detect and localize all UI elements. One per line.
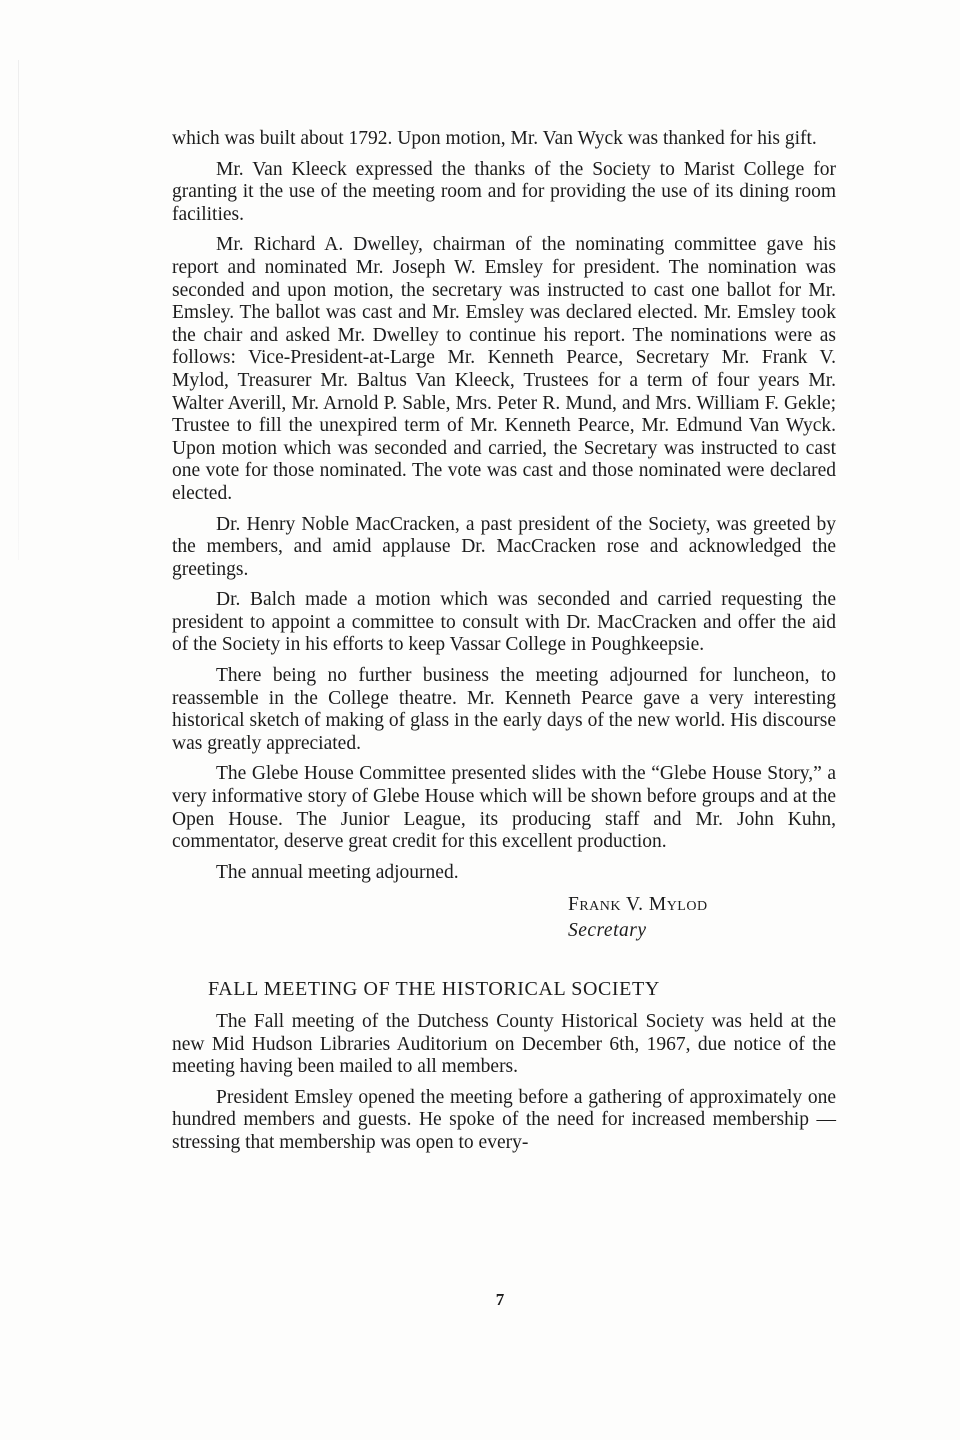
paragraph-president-opening: President Emsley opened the meeting before a gathering of approximately one hundred members and guests. He spoke of the need for increased membership — stressing that membership was open to every- (172, 1086, 836, 1153)
paragraph-glebe-house: The Glebe House Committee presented slides with the “Glebe House Story,” a very informative story of Glebe House which will be shown before groups and at the Open House. The Junior League, its producing staff and Mr. John Kuhn, commentator, deserve great credit for this excellent production. (172, 763, 836, 853)
signature-name: Frank V. Mylod (568, 894, 708, 916)
signature-title: Secretary (568, 920, 647, 942)
signature-block (568, 892, 836, 944)
paragraph-adjourned: The annual meeting adjourned. (216, 861, 459, 883)
paragraph-nominations: Mr. Richard A. Dwelley, chairman of the nominating committee gave his report and nominated Mr. Joseph W. Emsley for president. The nomination was seconded and upon motion, the secretary was instructed to cast one ballot for Mr. Emsley. The ballot was cast and Mr. Emsley was declared elected. Mr. Emsley took the chair and asked Mr. Dwelley to continue his report. The nominations were as follows: Vice-President-at-Large Mr. Kenneth Pearce, Secretary Mr. Frank V. Mylod, Treasurer Mr. Baltus Van Kleeck, Trustees for a term of four years Mr. Walter Averill, Mr. Arnold P. Sable, Mrs. Peter R. Mund, and Mrs. William F. Gekle; Trustee to fill the unexpired term of Mr. Kenneth Pearce, Mr. Edmund Van Wyck. Upon motion which was seconded and carried, the Secretary was instructed to cast one vote for those nominated. The vote was cast and those nominated were declared elected. (172, 234, 836, 504)
paragraph-balch-motion: Dr. Balch made a motion which was seconded and carried requesting the president to appoint a committee to consult with Dr. MacCracken and offer the aid of the Society in his efforts to keep Vassar College in Poughkeepsie. (172, 589, 836, 656)
body-text (172, 128, 836, 1163)
section-heading: FALL MEETING OF THE HISTORICAL SOCIETY (208, 978, 660, 1001)
paragraph-marist-thanks: Mr. Van Kleeck expressed the thanks of the Society to Marist College for granting it the use of the meeting room and for providing the use of its dining room facilities. (172, 158, 836, 225)
paragraph-maccracken-greeting: Dr. Henry Noble MacCracken, a past president of the Society, was greeted by the members, and amid applause Dr. MacCracken rose and acknowledged the greetings. (172, 513, 836, 580)
scan-edge-line (18, 60, 19, 560)
paragraph-continuation: which was built about 1792. Upon motion, Mr. Van Wyck was thanked for his gift. (172, 128, 817, 149)
paragraph-luncheon: There being no further business the meeting adjourned for luncheon, to reassemble in the College theatre. Mr. Kenneth Pearce gave a very interesting historical sketch of making of glass in the early days of the new world. His discourse was greatly appreciated. (172, 665, 836, 754)
paragraph-fall-meeting: The Fall meeting of the Dutchess County Historical Society was held at the new Mid Hudson Libraries Auditorium on December 6th, 1967, due notice of the meeting having been mailed to all members. (172, 1011, 836, 1078)
page-number: 7 (495, 1290, 505, 1309)
